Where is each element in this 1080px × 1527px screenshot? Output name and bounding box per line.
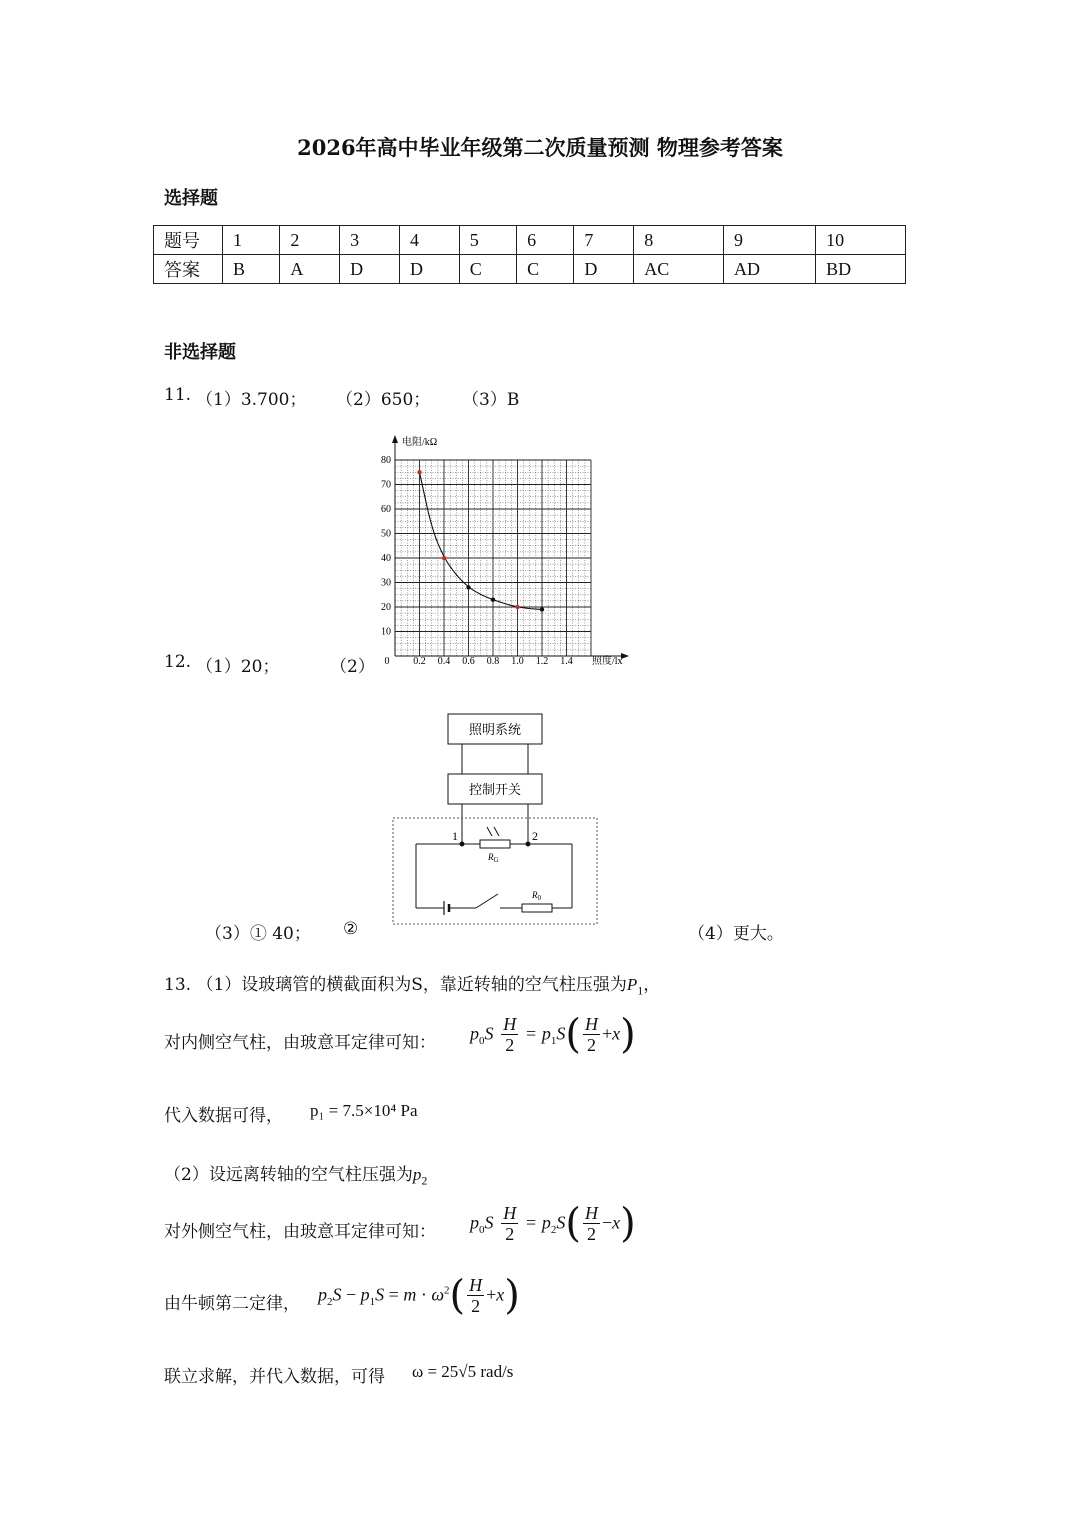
q13-var-p2-sub: 2	[421, 1173, 428, 1188]
resistor-r0	[522, 904, 552, 912]
r0-label: $R_0$	[532, 890, 541, 902]
q12-part2: （2）	[330, 657, 375, 677]
node-1-label: 1	[452, 829, 458, 843]
q13-var-p1: P	[626, 975, 638, 994]
y-tick-label: 30	[381, 577, 391, 589]
y-tick-label: 50	[381, 528, 391, 540]
table-cell: B	[223, 255, 280, 284]
q13-line4-text: （2）设远离转轴的空气柱压强为	[164, 1165, 413, 1185]
table-cell: 8	[634, 226, 724, 255]
table-cell: D	[574, 255, 634, 284]
q13-line6-text: 由牛顿第二定律，	[164, 1294, 300, 1314]
y-tick-label: 20	[381, 602, 391, 613]
node-2-label: 2	[532, 829, 538, 843]
table-cell: AC	[634, 255, 724, 284]
x-tick-label: 1.0	[511, 656, 524, 667]
q13-line5-text: 对外侧空气柱，由玻意耳定律可知：	[164, 1222, 436, 1242]
q13-part1-text: 13. （1）设玻璃管的横截面积为S，靠近转轴的空气柱压强为	[164, 975, 627, 995]
photoresistor-rg	[480, 840, 510, 848]
x-tick-label: 0.4	[437, 656, 451, 667]
table-cell: 5	[459, 226, 516, 255]
answer-table	[153, 225, 906, 284]
q13-line7-text: 联立求解，并代入数据，可得	[164, 1367, 385, 1387]
q12-label: 12.	[164, 652, 192, 672]
rg-label: $R_G$	[488, 852, 499, 864]
table-cell: 2	[280, 226, 340, 255]
q13-var-p2: p	[412, 1165, 422, 1184]
x-tick-label: 0	[384, 656, 390, 667]
light-arrow-icon	[487, 827, 492, 836]
control-circuit-diagram	[388, 708, 603, 930]
table-cell: 1	[223, 226, 280, 255]
chart-grid	[395, 460, 591, 656]
table-cell: 7	[574, 226, 634, 255]
table-cell: 9	[723, 226, 815, 255]
table-cell: 6	[517, 226, 574, 255]
data-point	[417, 470, 421, 474]
x-tick-label: 0.8	[486, 656, 500, 667]
table-cell: C	[459, 255, 516, 284]
y-tick-label: 80	[381, 455, 391, 466]
section-heading-nonchoice: 非选择题	[164, 342, 236, 363]
page-title: 2026年高中毕业年级第二次质量预测 物理参考答案	[297, 135, 783, 160]
table-cell: C	[517, 255, 574, 284]
y-tick-label: 60	[381, 504, 391, 515]
y-tick-label: 10	[381, 626, 391, 638]
q11-part2: （2）650；	[336, 390, 431, 410]
row-label-answer: 答案	[154, 255, 223, 284]
q11-part1: （1）3.700；	[196, 390, 307, 410]
data-point	[491, 597, 495, 601]
q13-line4	[164, 1160, 427, 1188]
x-axis-label: 照度/lx	[592, 656, 623, 667]
table-cell: BD	[816, 255, 906, 284]
control-switch-label: 控制开关	[468, 782, 522, 797]
y-tick-label: 40	[381, 553, 391, 564]
table-row-answers	[154, 255, 906, 284]
light-arrow-icon	[494, 827, 499, 836]
q13-part1-end: ，	[643, 975, 661, 995]
q13-line3-text: 代入数据可得，	[164, 1106, 283, 1126]
table-cell: 3	[340, 226, 400, 255]
x-tick-label: 0.6	[462, 656, 475, 667]
x-tick-label: 1.4	[560, 656, 573, 667]
q13-line2-text: 对内侧空气柱，由玻意耳定律可知：	[164, 1033, 436, 1053]
data-point	[540, 607, 544, 611]
q13-part1-line	[164, 970, 660, 998]
table-cell: 4	[399, 226, 459, 255]
table-cell: AD	[723, 255, 815, 284]
q13-var-p1-sub: 1	[637, 983, 644, 998]
y-axis-label: 电阻/kΩ	[402, 437, 438, 448]
q12-part4: （4）更大。	[688, 924, 784, 944]
table-cell: A	[280, 255, 340, 284]
resistance-illuminance-chart	[375, 430, 635, 675]
q11-part3: （3）B	[462, 390, 520, 410]
data-point	[442, 556, 446, 560]
table-cell: D	[399, 255, 459, 284]
table-row-numbers	[154, 226, 906, 255]
x-tick-label: 0.2	[413, 656, 426, 667]
q12-part3b: ②	[343, 919, 359, 939]
q13-p1-result: p₁ = 7.5×10⁴ Pa	[310, 1101, 418, 1120]
x-tick-label: 1.2	[535, 656, 549, 667]
y-axis-arrow	[392, 435, 398, 443]
equation-boyle-inner: $p_0S$ $\frac{H}{2}$ = $p_1S$( $\frac{H}{2}$ +x)	[470, 1011, 636, 1058]
q12-part3a: （3）① 40；	[205, 924, 311, 944]
lighting-system-label: 照明系统	[468, 722, 522, 737]
y-tick-label: 70	[381, 479, 391, 491]
equation-newton: $p_2S - p_1S = m \cdot \omega^2$( $\frac{H}{2}$ +x)	[318, 1272, 520, 1319]
data-point	[466, 585, 470, 589]
data-point	[515, 605, 519, 609]
table-cell: D	[340, 255, 400, 284]
q13-omega-result: ω = 25√5 rad/s	[412, 1362, 514, 1381]
table-cell: 10	[816, 226, 906, 255]
q11-label: 11.	[164, 385, 192, 405]
switch-lever	[476, 894, 498, 908]
section-heading-choice: 选择题	[164, 188, 218, 209]
q12-part1: （1）20；	[196, 657, 280, 677]
equation-boyle-outer: $p_0S$ $\frac{H}{2}$ = $p_2S$( $\frac{H}{2}$ −x)	[470, 1200, 636, 1247]
row-label-number: 题号	[154, 226, 223, 255]
